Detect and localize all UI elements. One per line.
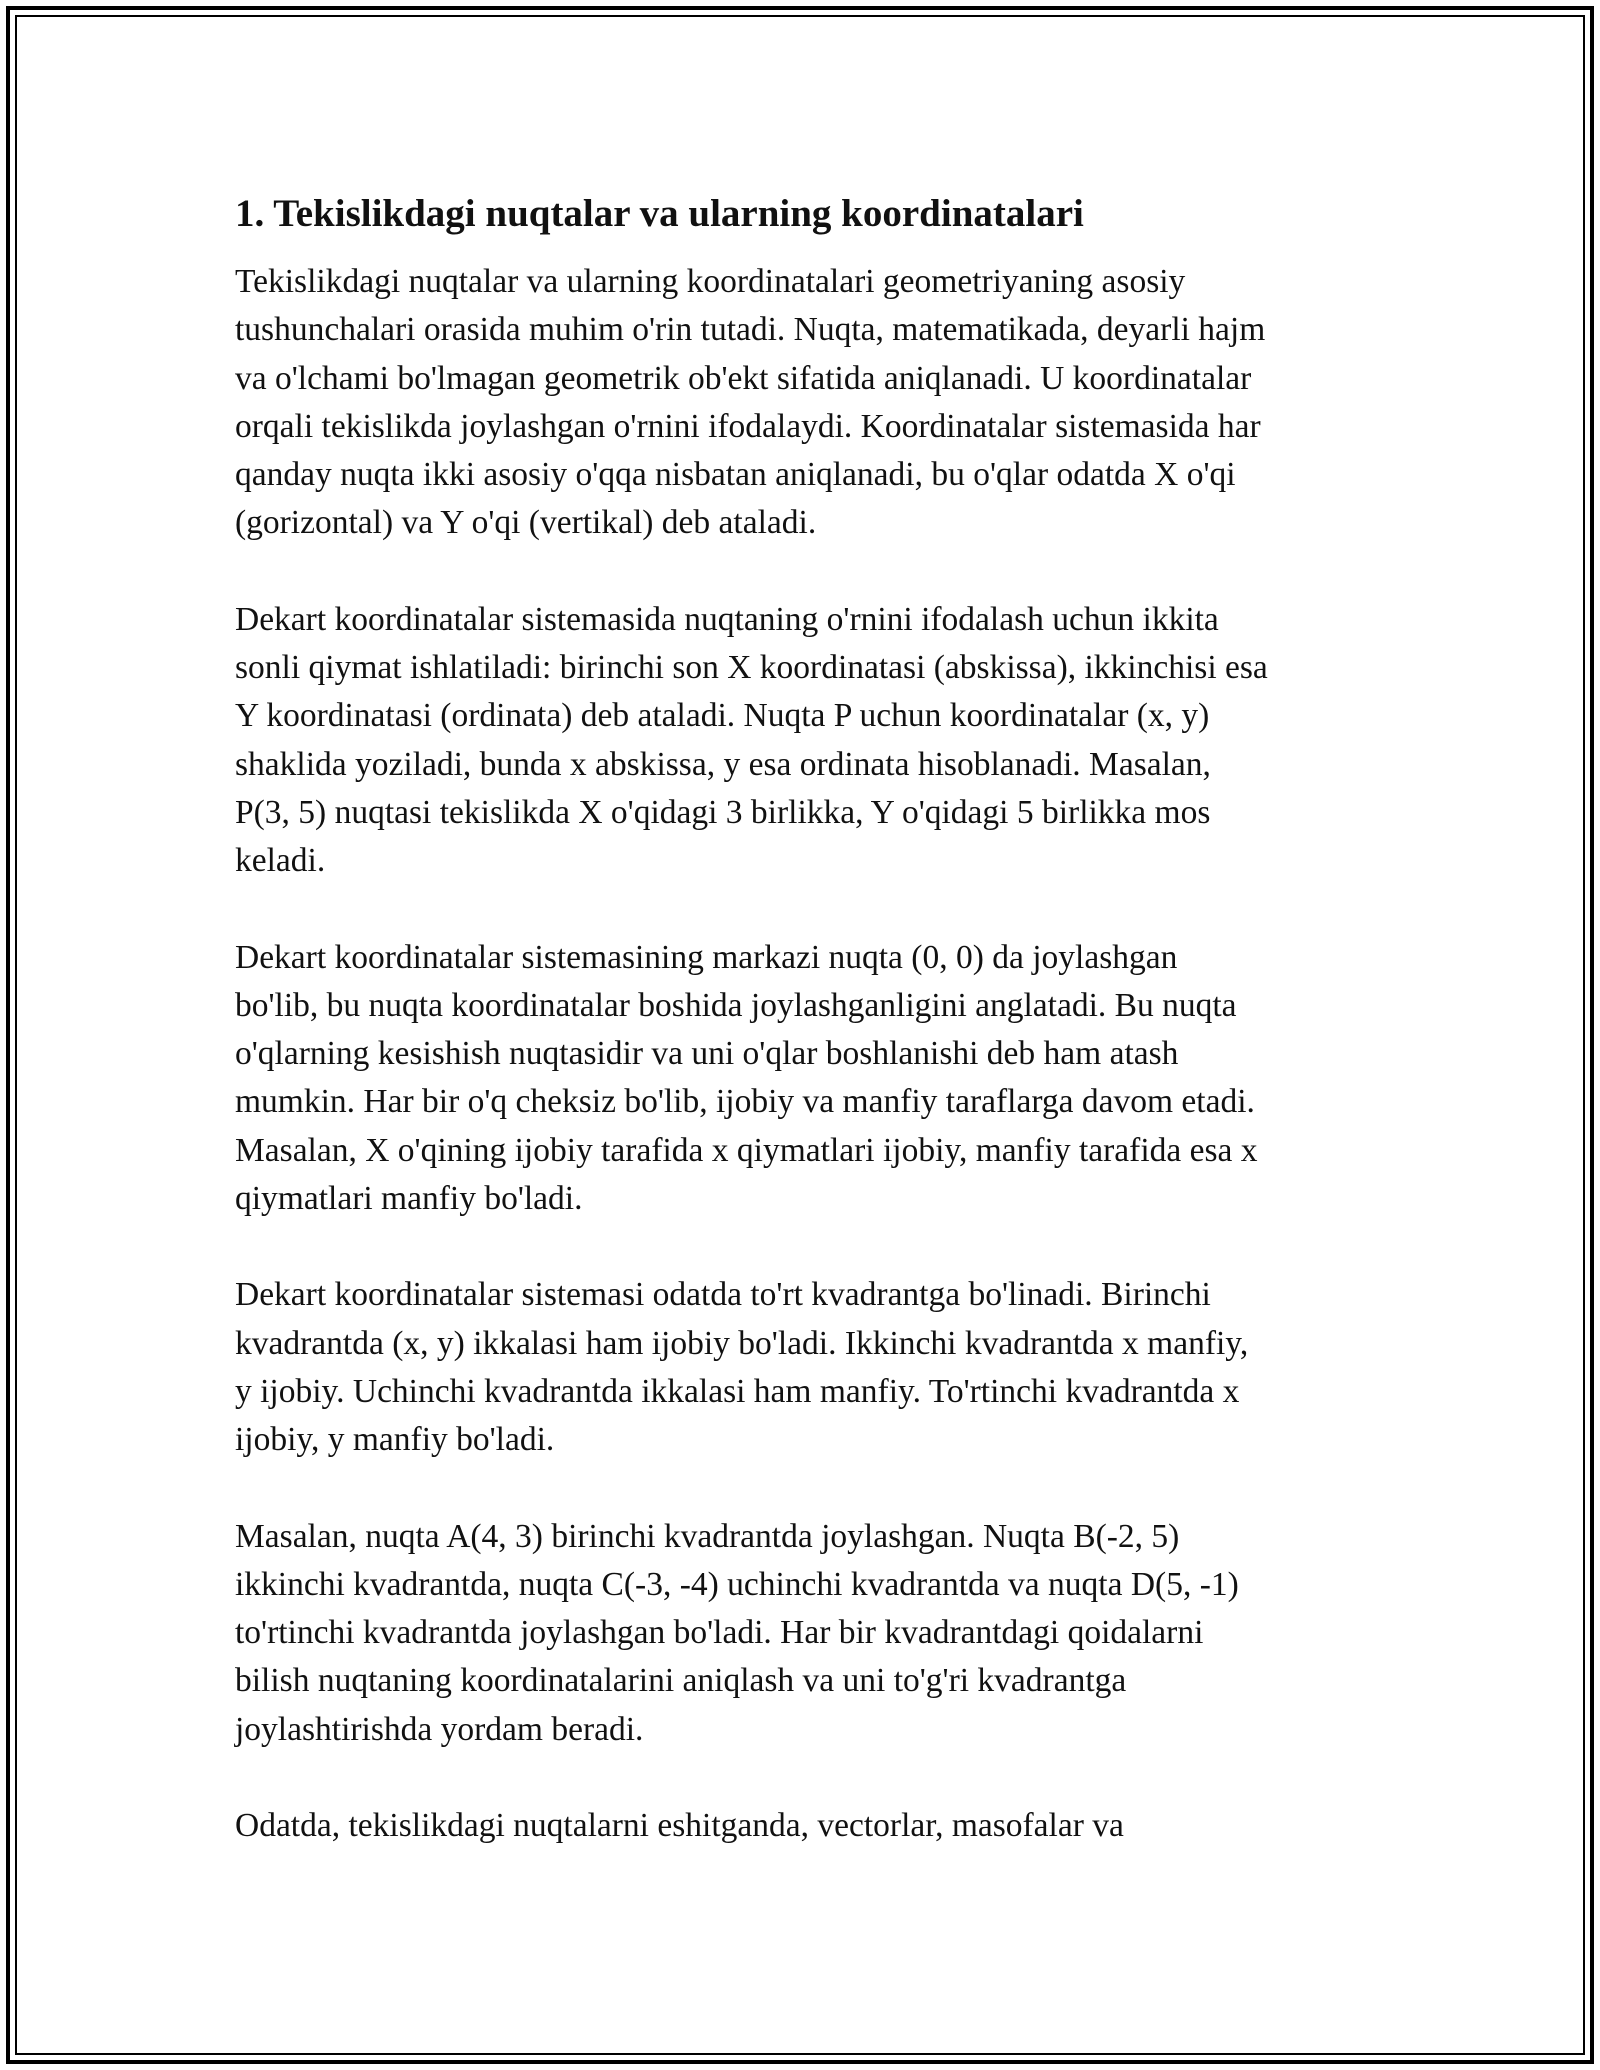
- paragraph-6: Odatda, tekislikdagi nuqtalarni eshitganda, vectorlar, masofalar va: [235, 1807, 1124, 1845]
- paragraph-3: Dekart koordinatalar sistemasining markazi nuqta (0, 0) da joylashgan bo'lib, bu nuqta koordinatalar boshida joylashganligini anglatadi. Bu nuqta o'qlarning kesishish nuqtasidir va uni o'qlar boshlanishi deb ham atash mumkin. Har bir o'q cheksiz bo'lib, ijobiy va manfiy taraflarga davom etadi. Masalan, X o'qining ijobiy tarafida x qiymatlari ijobiy, manfiy tarafida esa x qiymatlari manfiy bo'ladi.: [235, 938, 1258, 1218]
- paragraph-4: Dekart koordinatalar sistemasi odatda to'rt kvadrantga bo'linadi. Birinchi kvadrantda (x, y) ikkalasi ham ijobiy bo'ladi. Ikkinchi kvadrantda x manfiy, y ijobiy. Uchinchi kvadrantda ikkalasi ham manfiy. To'rtinchi kvadrantda x ijobiy, y manfiy bo'ladi.: [235, 1276, 1249, 1459]
- document-body: [235, 188, 1375, 1898]
- paragraph-5: Masalan, nuqta A(4, 3) birinchi kvadrantda joylashgan. Nuqta B(-2, 5) ikkinchi kvadrantda, nuqta C(-3, -4) uchinchi kvadrantda va nuqta D(5, -1) to'rtinchi kvadrantda joylashgan bo'ladi. Har bir kvadrantdagi qoidalarni bilish nuqtaning koordinatalarini aniqlash va uni to'g'ri kvadrantga joylashtirishda yordam beradi.: [235, 1517, 1239, 1748]
- paragraph-2: Dekart koordinatalar sistemasida nuqtaning o'rnini ifodalash uchun ikkita sonli qiymat ishlatiladi: birinchi son X koordinatasi (abskissa), ikkinchisi esa Y koordinatasi (ordinata) deb ataladi. Nuqta P uchun koordinatalar (x, y) shaklida yoziladi, bunda x abskissa, y esa ordinata hisoblanadi. Masalan, P(3, 5) nuqtasi tekislikda X o'qidagi 3 birlikka, Y o'qidagi 5 birlikka mos keladi.: [235, 600, 1268, 880]
- paragraph-1: Tekislikdagi nuqtalar va ularning koordinatalari geometriyaning asosiy tushunchalari orasida muhim o'rin tutadi. Nuqta, matematikada, deyarli hajm va o'lchami bo'lmagan geometrik ob'ekt sifatida aniqlanadi. U koordinatalar orqali tekislikda joylashgan o'rnini ifodalaydi. Koordinatalar sistemasida har qanday nuqta ikki asosiy o'qqa nisbatan aniqlanadi, bu o'qlar odatda X o'qi (gorizontal) va Y o'qi (vertikal) deb ataladi.: [235, 263, 1266, 542]
- section-heading: 1. Tekislikdagi nuqtalar va ularning koordinatalari: [235, 192, 1084, 235]
